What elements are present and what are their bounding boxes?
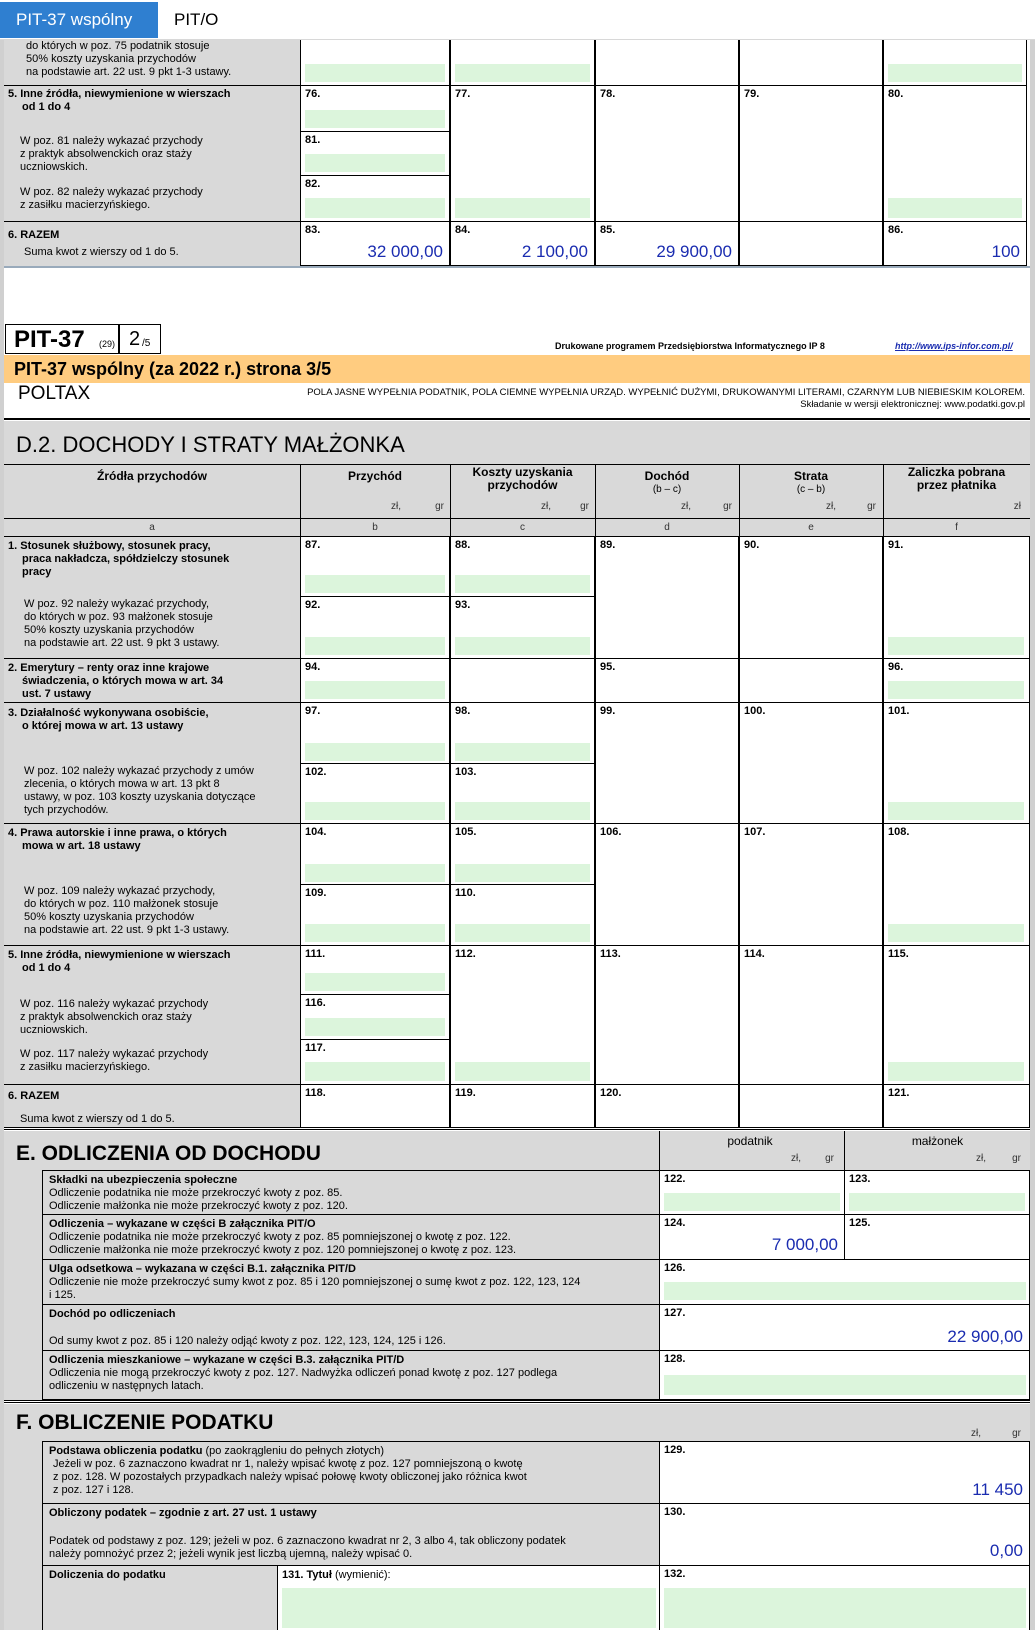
field-number: 128. [664,1353,686,1365]
field-124[interactable] [659,1214,845,1260]
e-item-odliczenia-mieszkaniowe: Odliczenia mieszkaniowe – wykazane w części B.3. załącznika PIT/D Odliczenia nie mogą przekroczyć kwoty z poz. 127. Nadwyżka odliczeń ponad kwotę z poz. 127 podlega odliczeniu w następnych latach. [42,1350,660,1400]
divider [4,221,301,222]
input-96[interactable] [888,681,1024,699]
unit-zl: zł, [681,501,691,512]
row6-sub: Suma kwot z wierszy od 1 do 5. [24,246,179,258]
field-122[interactable] [659,1170,845,1215]
field-79 [739,85,883,222]
d2-row6-title: 6. RAZEM [8,1090,60,1102]
field-number: 116. [305,997,326,1009]
field-125[interactable] [844,1214,1030,1260]
field-119[interactable] [450,1084,595,1128]
field-grey [739,1084,883,1128]
col-header-d: Dochód [644,469,690,483]
unit-zl: zł, [791,1153,801,1164]
value-85: 29 900,00 [656,242,732,261]
field-number: 122. [664,1173,686,1185]
unit-gr: gr [580,501,589,512]
field-number: 90. [744,539,760,551]
field-89 [595,536,739,659]
field-121[interactable] [883,1084,1030,1128]
field-104[interactable] [300,823,450,885]
f-title: F. OBLICZENIE PODATKU [16,1411,274,1434]
col-letter-a: a [149,522,155,533]
section-divider [4,1400,1030,1403]
input-109[interactable] [305,924,445,942]
field-number: 99. [600,705,616,717]
d2-row2-title: 2. Emerytury – renty oraz inne krajowe świadczenia, o których mowa w art. 34 ust. 7 ustawy [8,662,224,700]
unit-gr: gr [867,501,876,512]
field-99 [595,702,739,824]
field-number: 121. [888,1087,910,1099]
col-header-f2: przez płatnika [916,478,997,492]
field-number: 98. [455,705,471,717]
field-111[interactable] [300,945,450,995]
field-grey [450,658,595,703]
value-83: 32 000,00 [367,242,443,261]
d2-row4-note: W poz. 109 należy wykazać przychody, do których w poz. 110 małżonek stosuje 50% koszty uzyskania przychodów na podstawie art. 22 ust. 9 pkt 1-3 ustawy. [24,885,230,936]
input-94[interactable] [305,681,445,699]
field-number: 102. [305,766,327,778]
field-number: 113. [600,948,621,960]
field-105[interactable] [450,823,595,885]
field-75[interactable] [300,40,450,86]
field-number: 77. [455,88,471,100]
d2-row5-note1: W poz. 116 należy wykazać przychody z praktyk absolwenckich oraz staży uczniowskich. [20,998,209,1036]
input-98[interactable] [455,743,590,761]
input-112[interactable] [455,1062,590,1081]
field-number: 97. [305,705,321,717]
input-117[interactable] [305,1062,445,1081]
field-number: 130. [664,1506,686,1518]
field-number: 111. [305,948,326,960]
form-name: PIT-37 [14,326,85,353]
input-115[interactable] [888,1062,1024,1081]
value-130: 0,00 [989,1541,1023,1560]
field-127[interactable] [659,1304,1030,1351]
field-108[interactable] [883,823,1030,946]
field-number: 125. [849,1217,871,1229]
row5-note1: W poz. 81 należy wykazać przychody z praktyk absolwenckich oraz staży uczniowskich. [20,135,203,173]
field-90 [739,536,883,659]
value-86: 100 [991,242,1020,261]
divider [4,85,301,86]
field-number: 84. [455,224,471,236]
field-number: 91. [888,539,904,551]
tab-label: PIT/O [174,10,219,29]
row4-tail-note: do których w poz. 75 podatnik stosuje 50% koszty uzyskania przychodów na podstawie art. 22 ust. 9 pkt 1-3 ustawy. [26,40,232,78]
field-83[interactable] [300,221,450,266]
field-number: 88. [455,539,471,551]
col-letter-f: f [955,522,958,533]
divider [4,518,1030,519]
col-header-e2: (c – b) [796,484,826,495]
d2-row4-title: 4. Prawa autorskie i inne prawa, o których mowa w art. 18 ustawy [8,827,227,852]
unit-zl: zł [1013,501,1021,512]
field-number: 123. [849,1173,871,1185]
field-94[interactable] [300,658,450,703]
value-127: 22 900,00 [947,1327,1023,1346]
divider [4,658,301,659]
input-81[interactable] [305,154,445,172]
field-130[interactable] [659,1503,1030,1566]
d2-row3-note: W poz. 102 należy wykazać przychody z umów zlecenia, o których mowa w art. 13 pkt 8 ustawy, w poz. 103 koszty uzyskania dotyczące tych przychodów. [24,765,256,816]
page-number-box [119,324,161,354]
input-132[interactable] [664,1588,1026,1628]
field-101[interactable] [883,702,1030,824]
page-title: PIT-37 wspólny (za 2022 r.) strona 3/5 [14,359,332,379]
input-88[interactable] [455,575,590,593]
field-75f[interactable] [883,40,1027,86]
input-92[interactable] [305,637,445,655]
input-103[interactable] [455,802,590,820]
field-76[interactable] [300,85,450,132]
fill-instruction: POLA JASNE WYPEŁNIA PODATNIK, POLA CIEMNE WYPEŁNIA URZĄD. WYPEŁNIĆ DUŻYMI, DRUKOWANYMI LITERAMI, CZARNYM LUB NIEBIESKIM KOLOREM. [307,387,1025,398]
field-number: 107. [744,826,766,838]
field-number: 119. [455,1087,476,1099]
d2-title: D.2. DOCHODY I STRATY MAŁŻONKA [16,432,405,457]
field-number: 79. [744,88,760,100]
field-number: 104. [305,826,327,838]
field-116[interactable] [300,994,450,1040]
form-version: (29) [99,339,116,349]
d2-row1-note: W poz. 92 należy wykazać przychody, do których w poz. 93 małżonek stosuje 50% koszty uzyskania przychodów na podstawie art. 22 ust. 9 pkt 3 ustawy. [24,598,220,649]
field-number: 129. [664,1444,686,1456]
field-number: 76. [305,88,321,100]
field-117[interactable] [300,1039,450,1085]
col-header-e: Strata [793,469,828,483]
col-header-c2: przychodów [487,478,558,492]
field-100 [739,702,883,824]
d2-row3-title: 3. Działalność wykonywana osobiście, o której mowa w art. 13 ustawy [8,707,209,732]
input-80[interactable] [888,198,1022,218]
field-grey [739,658,883,703]
section-divider [4,1127,1030,1130]
field-75e [739,40,883,86]
field-number: 83. [305,224,321,236]
field-number: 118. [305,1087,326,1099]
field-88[interactable] [450,536,595,597]
field-number: 92. [305,599,321,611]
field-120[interactable] [595,1084,739,1128]
field-number: 101. [888,705,910,717]
input-97[interactable] [305,743,445,761]
tab-pit37-wspolny[interactable] [0,2,158,38]
input-75[interactable] [305,64,445,82]
electronic-filing-note: Składanie w wersji elektronicznej: www.podatki.gov.pl [800,399,1025,410]
divider [450,464,451,536]
field-number: 120. [600,1087,622,1099]
field-92[interactable] [300,596,450,659]
divider [4,945,301,946]
input-77[interactable] [455,198,590,218]
field-132[interactable] [659,1565,1030,1630]
input-126[interactable] [664,1282,1026,1300]
form-id-box [5,324,119,354]
input-75c[interactable] [455,64,590,82]
input-128[interactable] [664,1375,1026,1395]
f-item-obliczony-podatek: Obliczony podatek – zgodnie z art. 27 ust. 1 ustawy Podatek od podstawy z poz. 129; jeżeli w poz. 6 zaznaczono kwadrat nr 2, 3 albo 4, tak obliczony podatek należy pomnożyć przez 2; jeżeli wynik jest liczbą ujemną, należy wpisać 0. [42,1503,660,1566]
poltax-label: POLTAX [18,383,91,404]
field-84[interactable] [450,221,595,266]
field-77[interactable] [450,85,595,222]
field-number: 110. [455,887,476,899]
col-letter-d: d [664,522,670,533]
field-number: 126. [664,1262,686,1274]
e-item-odliczenia-pito: Odliczenia – wykazane w części B załącznika PIT/O Odliczenie podatnika nie może przekroczyć kwoty z poz. 85 pomniejszonej o kwotę z poz. 122. Odliczenie małżonka nie może przekroczyć kwoty z poz. 120 pomniejszonej o kwotę z poz. 123. [42,1214,660,1260]
col-header-b: Przychód [347,469,402,483]
field-number: 80. [888,88,904,100]
field-number: 115. [888,948,909,960]
field-115[interactable] [883,945,1030,1085]
row6-title: 6. RAZEM [8,229,60,241]
divider [4,418,1030,420]
input-116[interactable] [305,1018,445,1036]
page-number: 2 [129,328,141,350]
field-number: 93. [455,599,471,611]
field-number: 100. [744,705,766,717]
field-81[interactable] [300,131,450,176]
e-item-dochod-po-odliczeniach: Dochód po odliczeniach Od sumy kwot z poz. 85 i 120 należy odjąć kwoty z poz. 122, 123, 124, 125 i 126. [42,1304,660,1351]
input-82[interactable] [305,198,445,218]
unit-gr: gr [1012,1428,1021,1439]
field-number: 78. [600,88,616,100]
page-title-bar [4,355,1030,383]
col-letter-c: c [520,522,525,533]
input-110[interactable] [455,924,590,942]
field-number: 112. [455,948,476,960]
col-header-f: Zaliczka pobrana [907,465,1006,479]
divider [595,464,596,536]
field-118[interactable] [300,1084,450,1128]
e-item-skladki: Składki na ubezpieczenia społeczne Odliczenie podatnika nie może przekroczyć kwoty z poz. 85. Odliczenie małżonka nie może przekroczyć kwoty z poz. 120. [42,1170,660,1215]
field-112[interactable] [450,945,595,1085]
input-93[interactable] [455,637,590,655]
divider [739,464,740,536]
field-126[interactable] [659,1259,1030,1305]
row5-note2: W poz. 82 należy wykazać przychody z zasiłku macierzyńskiego. [20,186,203,211]
input-122[interactable] [664,1193,840,1211]
tab-label: PIT-37 wspólny [16,10,133,29]
input-101[interactable] [888,802,1024,820]
field-114 [739,945,883,1085]
field-98[interactable] [450,702,595,764]
page-break-line [4,266,1030,268]
field-85[interactable] [595,221,739,266]
input-104[interactable] [305,864,445,882]
input-123[interactable] [849,1193,1025,1211]
field-75d [595,40,739,86]
field-grey [739,221,883,266]
d2-row1-title: 1. Stosunek służbowy, stosunek pracy, praca nakładcza, spółdzielczy stosunek pracy [8,540,230,578]
field-86[interactable] [883,221,1027,266]
divider [4,702,301,703]
field-107 [739,823,883,946]
input-75f[interactable] [888,64,1022,82]
unit-zl: zł, [971,1428,981,1439]
field-95 [595,658,739,703]
divider [4,823,301,824]
input-105[interactable] [455,864,590,882]
input-131[interactable] [282,1588,656,1628]
field-number: 127. [664,1307,686,1319]
field-number: 86. [888,224,904,236]
field-128[interactable] [659,1350,1030,1400]
value-129: 11 450 [972,1480,1023,1499]
page-total: /5 [142,338,151,349]
unit-gr: gr [825,1153,834,1164]
f-item-podstawa: Podstawa obliczenia podatku (po zaokrągleniu do pełnych złotych) Jeżeli w poz. 6 zaznaczono kwadrat nr 1, należy wpisać kwotę z poz. 127 pomniejszoną o kwotę z poz. 128. W pozostałych przypadkach należy wpisać połowę kwoty obliczonej jako różnica kwot z poz. 127 i 128. [42,1441,660,1504]
field-75c[interactable] [450,40,595,86]
col-header-a: Źródła przychodów [96,469,207,483]
input-87[interactable] [305,575,445,593]
unit-zl: zł, [541,501,551,512]
field-number: 82. [305,178,321,190]
unit-zl: zł, [391,501,401,512]
divider [844,1131,845,1171]
field-91[interactable] [883,536,1030,659]
e-item-ulga-odsetkowa: Ulga odsetkowa – wykazana w części B.1. załącznika PIT/D Odliczenie nie może przekroczyć sumy kwot z poz. 85 i 120 pomniejszonej o sumę kwot z poz. 122, 123, 124 i 125. [42,1259,660,1305]
field-103[interactable] [450,763,595,824]
field-number: 132. [664,1568,686,1580]
field-number: 117. [305,1042,326,1054]
input-111[interactable] [305,973,445,991]
field-109[interactable] [300,884,450,946]
input-76[interactable] [305,110,445,128]
e-title: E. ODLICZENIA OD DOCHODU [16,1142,321,1165]
divider [883,464,884,536]
field-number: 124. [664,1217,686,1229]
field-number: 114. [744,948,765,960]
row5-title: 5. Inne źródła, niewymienione w wierszach od 1 do 4 [8,88,231,113]
col-malzonek: małżonek [911,1134,964,1148]
field-96[interactable] [883,658,1030,703]
field-number: 89. [600,539,616,551]
tab-bar [0,0,1035,40]
col-header-c: Koszty uzyskania [472,465,573,479]
input-108[interactable] [888,924,1024,942]
field-number: 85. [600,224,616,236]
input-91[interactable] [888,637,1024,655]
field-number: 87. [305,539,321,551]
field-number: 94. [305,661,321,673]
unit-gr: gr [723,501,732,512]
tab-pito-wspolny[interactable] [158,2,298,38]
f-item-doliczenia: Doliczenia do podatku [42,1565,278,1630]
value-124: 7 000,00 [771,1235,838,1254]
field-number: 95. [600,661,616,673]
field-78 [595,85,739,222]
divider [4,1084,301,1085]
field-number: 105. [455,826,477,838]
col-letter-b: b [372,522,378,533]
d2-row5-note2: W poz. 117 należy wykazać przychody z zasiłku macierzyńskiego. [20,1048,209,1073]
page-right-border [1030,40,1035,1630]
field-110[interactable] [450,884,595,946]
field-number: 81. [305,134,321,146]
field-97[interactable] [300,702,450,764]
field-number: 96. [888,661,904,673]
unit-gr: gr [435,501,444,512]
unit-zl: zł, [976,1153,986,1164]
field-82[interactable] [300,175,450,222]
col-podatnik: podatnik [727,1134,773,1148]
field-number: 108. [888,826,910,838]
field-113 [595,945,739,1085]
field-93[interactable] [450,596,595,659]
publisher-link[interactable]: http://www.ips-infor.com.pl/ [895,341,1013,351]
d2-row5-title: 5. Inne źródła, niewymienione w wierszach od 1 do 4 [8,949,231,974]
input-102[interactable] [305,802,445,820]
value-84: 2 100,00 [521,242,588,261]
d2-row6-sub: Suma kwot z wierszy od 1 do 5. [20,1113,175,1125]
divider [300,464,301,536]
field-80[interactable] [883,85,1027,222]
field-123[interactable] [844,1170,1030,1215]
field-number: 103. [455,766,477,778]
unit-zl: zł, [826,501,836,512]
field-106 [595,823,739,946]
col-letter-e: e [808,522,814,533]
field-129[interactable] [659,1441,1030,1504]
field-number: 106. [600,826,622,838]
col-header-d2: (b – c) [652,484,682,495]
unit-gr: gr [1012,1153,1021,1164]
printed-by-text: Drukowane programem Przedsiębiorstwa Informatycznego IP 8 [555,341,825,351]
field-87[interactable] [300,536,450,597]
field-102[interactable] [300,763,450,824]
divider [659,1131,660,1171]
field-number: 109. [305,887,327,899]
field-131[interactable]: 131. Tytuł (wymienić): [277,1565,660,1630]
